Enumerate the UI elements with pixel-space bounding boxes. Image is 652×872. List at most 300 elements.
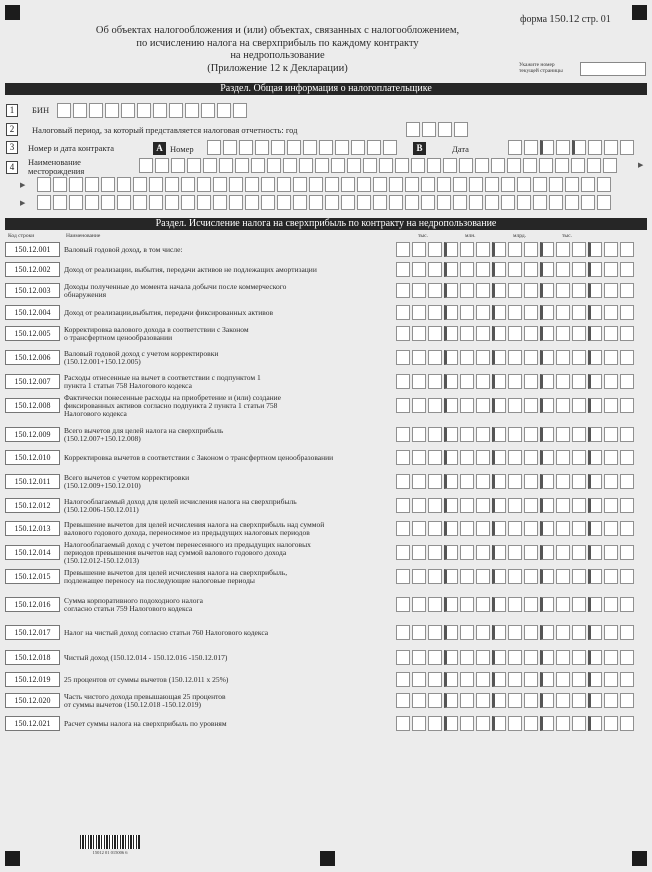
input-cell[interactable] bbox=[540, 693, 554, 708]
input-cell[interactable] bbox=[421, 195, 435, 210]
input-cell[interactable] bbox=[460, 450, 474, 465]
input-cell[interactable] bbox=[588, 672, 602, 687]
input-cell[interactable] bbox=[412, 569, 426, 584]
input-cell[interactable] bbox=[444, 427, 458, 442]
input-cell[interactable] bbox=[620, 569, 634, 584]
input-cell[interactable] bbox=[325, 177, 339, 192]
input-cell[interactable] bbox=[620, 283, 634, 298]
input-cell[interactable] bbox=[460, 650, 474, 665]
input-cell[interactable] bbox=[476, 398, 490, 413]
input-cell[interactable] bbox=[604, 693, 618, 708]
input-cell[interactable] bbox=[572, 569, 586, 584]
input-cell[interactable] bbox=[492, 672, 506, 687]
input-cell[interactable] bbox=[540, 427, 554, 442]
input-cell[interactable] bbox=[181, 195, 195, 210]
amount-input-cells[interactable] bbox=[396, 672, 634, 687]
input-cell[interactable] bbox=[428, 427, 442, 442]
input-cell[interactable] bbox=[444, 625, 458, 640]
input-cell[interactable] bbox=[428, 283, 442, 298]
input-cell[interactable] bbox=[540, 398, 554, 413]
input-cell[interactable] bbox=[556, 283, 570, 298]
input-cell[interactable] bbox=[444, 474, 458, 489]
input-cell[interactable] bbox=[476, 597, 490, 612]
input-cell[interactable] bbox=[476, 672, 490, 687]
input-cell[interactable] bbox=[533, 195, 547, 210]
input-cell[interactable] bbox=[524, 693, 538, 708]
input-cell[interactable] bbox=[556, 716, 570, 731]
input-cell[interactable] bbox=[412, 474, 426, 489]
input-cell[interactable] bbox=[540, 498, 554, 513]
input-cell[interactable] bbox=[508, 350, 522, 365]
input-cell[interactable] bbox=[460, 262, 474, 277]
input-cell[interactable] bbox=[588, 597, 602, 612]
input-cell[interactable] bbox=[620, 625, 634, 640]
input-cell[interactable] bbox=[524, 650, 538, 665]
input-cell[interactable] bbox=[588, 283, 602, 298]
input-cell[interactable] bbox=[581, 195, 595, 210]
input-cell[interactable] bbox=[524, 498, 538, 513]
input-cell[interactable] bbox=[620, 398, 634, 413]
input-cell[interactable] bbox=[396, 262, 410, 277]
input-cell[interactable] bbox=[476, 283, 490, 298]
input-cell[interactable] bbox=[540, 716, 554, 731]
input-cell[interactable] bbox=[428, 350, 442, 365]
amount-input-cells[interactable] bbox=[396, 597, 634, 612]
input-cell[interactable] bbox=[620, 374, 634, 389]
input-cell[interactable] bbox=[492, 650, 506, 665]
input-cell[interactable] bbox=[588, 569, 602, 584]
input-cell[interactable] bbox=[169, 103, 183, 118]
input-cell[interactable] bbox=[469, 195, 483, 210]
input-cell[interactable] bbox=[341, 177, 355, 192]
input-cell[interactable] bbox=[572, 283, 586, 298]
input-cell[interactable] bbox=[444, 242, 458, 257]
input-cell[interactable] bbox=[556, 474, 570, 489]
input-cell[interactable] bbox=[556, 305, 570, 320]
input-cell[interactable] bbox=[604, 625, 618, 640]
input-cell[interactable] bbox=[460, 716, 474, 731]
amount-input-cells[interactable] bbox=[396, 569, 634, 584]
input-cell[interactable] bbox=[213, 177, 227, 192]
input-cell[interactable] bbox=[549, 195, 563, 210]
input-cell[interactable] bbox=[620, 305, 634, 320]
input-cell[interactable] bbox=[412, 374, 426, 389]
input-cell[interactable] bbox=[508, 521, 522, 536]
input-cell[interactable] bbox=[524, 450, 538, 465]
input-cell[interactable] bbox=[604, 498, 618, 513]
input-cell[interactable] bbox=[69, 195, 83, 210]
input-cell[interactable] bbox=[460, 521, 474, 536]
input-cell[interactable] bbox=[588, 242, 602, 257]
input-cell[interactable] bbox=[444, 498, 458, 513]
input-cell[interactable] bbox=[572, 262, 586, 277]
input-cell[interactable] bbox=[261, 195, 275, 210]
input-cell[interactable] bbox=[412, 597, 426, 612]
input-cell[interactable] bbox=[604, 716, 618, 731]
input-cell[interactable] bbox=[540, 374, 554, 389]
input-cell[interactable] bbox=[207, 140, 221, 155]
input-cell[interactable] bbox=[412, 398, 426, 413]
input-cell[interactable] bbox=[540, 597, 554, 612]
input-cell[interactable] bbox=[396, 374, 410, 389]
input-cell[interactable] bbox=[357, 195, 371, 210]
input-cell[interactable] bbox=[492, 427, 506, 442]
input-cell[interactable] bbox=[501, 177, 515, 192]
input-cell[interactable] bbox=[492, 545, 506, 560]
input-cell[interactable] bbox=[588, 545, 602, 560]
amount-input-cells[interactable] bbox=[396, 427, 634, 442]
input-cell[interactable] bbox=[540, 450, 554, 465]
input-cell[interactable] bbox=[540, 305, 554, 320]
input-cell[interactable] bbox=[460, 374, 474, 389]
input-cell[interactable] bbox=[556, 672, 570, 687]
input-cell[interactable] bbox=[492, 625, 506, 640]
input-cell[interactable] bbox=[620, 450, 634, 465]
input-cell[interactable] bbox=[460, 545, 474, 560]
input-cell[interactable] bbox=[428, 521, 442, 536]
input-cell[interactable] bbox=[620, 672, 634, 687]
input-cell[interactable] bbox=[37, 177, 51, 192]
amount-input-cells[interactable] bbox=[396, 374, 634, 389]
input-cell[interactable] bbox=[603, 158, 617, 173]
amount-input-cells[interactable] bbox=[396, 693, 634, 708]
input-cell[interactable] bbox=[213, 195, 227, 210]
input-cell[interactable] bbox=[539, 158, 553, 173]
input-cell[interactable] bbox=[492, 242, 506, 257]
input-cell[interactable] bbox=[299, 158, 313, 173]
input-cell[interactable] bbox=[459, 158, 473, 173]
input-cell[interactable] bbox=[396, 326, 410, 341]
input-cell[interactable] bbox=[444, 262, 458, 277]
input-cell[interactable] bbox=[572, 305, 586, 320]
input-cell[interactable] bbox=[588, 450, 602, 465]
input-cell[interactable] bbox=[604, 521, 618, 536]
input-cell[interactable] bbox=[315, 158, 329, 173]
input-cell[interactable] bbox=[171, 158, 185, 173]
input-cell[interactable] bbox=[185, 103, 199, 118]
input-cell[interactable] bbox=[540, 350, 554, 365]
input-cell[interactable] bbox=[620, 693, 634, 708]
input-cell[interactable] bbox=[485, 177, 499, 192]
input-cell[interactable] bbox=[411, 158, 425, 173]
input-cell[interactable] bbox=[396, 350, 410, 365]
input-cell[interactable] bbox=[540, 545, 554, 560]
input-cell[interactable] bbox=[444, 283, 458, 298]
input-cell[interactable] bbox=[412, 625, 426, 640]
input-cell[interactable] bbox=[556, 398, 570, 413]
input-cell[interactable] bbox=[572, 140, 586, 155]
input-cell[interactable] bbox=[133, 195, 147, 210]
input-cell[interactable] bbox=[412, 521, 426, 536]
input-cell[interactable] bbox=[469, 177, 483, 192]
input-cell[interactable] bbox=[540, 326, 554, 341]
input-cell[interactable] bbox=[347, 158, 361, 173]
input-cell[interactable] bbox=[255, 140, 269, 155]
input-cell[interactable] bbox=[219, 158, 233, 173]
input-cell[interactable] bbox=[508, 305, 522, 320]
input-cell[interactable] bbox=[412, 672, 426, 687]
input-cell[interactable] bbox=[277, 195, 291, 210]
input-cell[interactable] bbox=[492, 283, 506, 298]
input-cell[interactable] bbox=[604, 242, 618, 257]
input-cell[interactable] bbox=[492, 716, 506, 731]
input-cell[interactable] bbox=[428, 242, 442, 257]
input-cell[interactable] bbox=[155, 158, 169, 173]
input-cell[interactable] bbox=[165, 195, 179, 210]
input-cell[interactable] bbox=[587, 158, 601, 173]
input-cell[interactable] bbox=[523, 158, 537, 173]
input-cell[interactable] bbox=[604, 305, 618, 320]
input-cell[interactable] bbox=[508, 450, 522, 465]
contract-date-cells[interactable] bbox=[508, 140, 634, 155]
input-cell[interactable] bbox=[373, 177, 387, 192]
input-cell[interactable] bbox=[620, 242, 634, 257]
input-cell[interactable] bbox=[319, 140, 333, 155]
input-cell[interactable] bbox=[556, 450, 570, 465]
input-cell[interactable] bbox=[235, 158, 249, 173]
input-cell[interactable] bbox=[524, 283, 538, 298]
input-cell[interactable] bbox=[460, 326, 474, 341]
input-cell[interactable] bbox=[620, 650, 634, 665]
input-cell[interactable] bbox=[460, 672, 474, 687]
input-cell[interactable] bbox=[117, 195, 131, 210]
field-name-cells-line-3[interactable] bbox=[37, 195, 611, 210]
input-cell[interactable] bbox=[476, 521, 490, 536]
amount-input-cells[interactable] bbox=[396, 305, 634, 320]
input-cell[interactable] bbox=[556, 569, 570, 584]
input-cell[interactable] bbox=[396, 716, 410, 731]
input-cell[interactable] bbox=[604, 374, 618, 389]
input-cell[interactable] bbox=[53, 177, 67, 192]
input-cell[interactable] bbox=[556, 693, 570, 708]
input-cell[interactable] bbox=[492, 398, 506, 413]
input-cell[interactable] bbox=[460, 283, 474, 298]
input-cell[interactable] bbox=[406, 122, 420, 137]
input-cell[interactable] bbox=[396, 398, 410, 413]
input-cell[interactable] bbox=[428, 650, 442, 665]
input-cell[interactable] bbox=[524, 716, 538, 731]
input-cell[interactable] bbox=[556, 326, 570, 341]
input-cell[interactable] bbox=[444, 569, 458, 584]
input-cell[interactable] bbox=[540, 242, 554, 257]
input-cell[interactable] bbox=[229, 177, 243, 192]
input-cell[interactable] bbox=[604, 262, 618, 277]
input-cell[interactable] bbox=[556, 625, 570, 640]
field-name-cells-line-1[interactable] bbox=[139, 158, 617, 173]
input-cell[interactable] bbox=[604, 350, 618, 365]
tax-year-input-cells[interactable] bbox=[406, 122, 468, 137]
input-cell[interactable] bbox=[572, 450, 586, 465]
input-cell[interactable] bbox=[604, 140, 618, 155]
amount-input-cells[interactable] bbox=[396, 521, 634, 536]
input-cell[interactable] bbox=[460, 242, 474, 257]
input-cell[interactable] bbox=[524, 625, 538, 640]
input-cell[interactable] bbox=[261, 177, 275, 192]
input-cell[interactable] bbox=[540, 262, 554, 277]
input-cell[interactable] bbox=[588, 374, 602, 389]
input-cell[interactable] bbox=[428, 716, 442, 731]
input-cell[interactable] bbox=[367, 140, 381, 155]
input-cell[interactable] bbox=[389, 177, 403, 192]
input-cell[interactable] bbox=[556, 650, 570, 665]
input-cell[interactable] bbox=[572, 398, 586, 413]
input-cell[interactable] bbox=[620, 427, 634, 442]
input-cell[interactable] bbox=[396, 672, 410, 687]
input-cell[interactable] bbox=[572, 693, 586, 708]
input-cell[interactable] bbox=[508, 625, 522, 640]
input-cell[interactable] bbox=[572, 474, 586, 489]
input-cell[interactable] bbox=[492, 262, 506, 277]
input-cell[interactable] bbox=[524, 427, 538, 442]
input-cell[interactable] bbox=[357, 177, 371, 192]
input-cell[interactable] bbox=[540, 140, 554, 155]
input-cell[interactable] bbox=[620, 597, 634, 612]
input-cell[interactable] bbox=[197, 177, 211, 192]
input-cell[interactable] bbox=[460, 305, 474, 320]
input-cell[interactable] bbox=[476, 716, 490, 731]
input-cell[interactable] bbox=[57, 103, 71, 118]
input-cell[interactable] bbox=[549, 177, 563, 192]
input-cell[interactable] bbox=[597, 195, 611, 210]
input-cell[interactable] bbox=[620, 545, 634, 560]
contract-number-cells[interactable] bbox=[207, 140, 397, 155]
input-cell[interactable] bbox=[492, 374, 506, 389]
amount-input-cells[interactable] bbox=[396, 650, 634, 665]
input-cell[interactable] bbox=[293, 177, 307, 192]
input-cell[interactable] bbox=[556, 242, 570, 257]
input-cell[interactable] bbox=[492, 305, 506, 320]
input-cell[interactable] bbox=[556, 521, 570, 536]
input-cell[interactable] bbox=[588, 140, 602, 155]
input-cell[interactable] bbox=[309, 177, 323, 192]
input-cell[interactable] bbox=[556, 498, 570, 513]
input-cell[interactable] bbox=[524, 350, 538, 365]
input-cell[interactable] bbox=[229, 195, 243, 210]
input-cell[interactable] bbox=[217, 103, 231, 118]
input-cell[interactable] bbox=[476, 242, 490, 257]
input-cell[interactable] bbox=[89, 103, 103, 118]
input-cell[interactable] bbox=[476, 262, 490, 277]
input-cell[interactable] bbox=[137, 103, 151, 118]
input-cell[interactable] bbox=[460, 569, 474, 584]
input-cell[interactable] bbox=[476, 625, 490, 640]
input-cell[interactable] bbox=[405, 177, 419, 192]
input-cell[interactable] bbox=[85, 195, 99, 210]
input-cell[interactable] bbox=[283, 158, 297, 173]
input-cell[interactable] bbox=[588, 305, 602, 320]
input-cell[interactable] bbox=[396, 650, 410, 665]
input-cell[interactable] bbox=[565, 177, 579, 192]
amount-input-cells[interactable] bbox=[396, 545, 634, 560]
input-cell[interactable] bbox=[604, 597, 618, 612]
input-cell[interactable] bbox=[421, 177, 435, 192]
input-cell[interactable] bbox=[508, 283, 522, 298]
amount-input-cells[interactable] bbox=[396, 450, 634, 465]
input-cell[interactable] bbox=[492, 569, 506, 584]
input-cell[interactable] bbox=[153, 103, 167, 118]
input-cell[interactable] bbox=[572, 427, 586, 442]
input-cell[interactable] bbox=[444, 398, 458, 413]
input-cell[interactable] bbox=[277, 177, 291, 192]
input-cell[interactable] bbox=[476, 305, 490, 320]
input-cell[interactable] bbox=[412, 545, 426, 560]
input-cell[interactable] bbox=[444, 650, 458, 665]
input-cell[interactable] bbox=[267, 158, 281, 173]
input-cell[interactable] bbox=[428, 450, 442, 465]
input-cell[interactable] bbox=[556, 597, 570, 612]
input-cell[interactable] bbox=[223, 140, 237, 155]
input-cell[interactable] bbox=[524, 474, 538, 489]
input-cell[interactable] bbox=[203, 158, 217, 173]
input-cell[interactable] bbox=[233, 103, 247, 118]
input-cell[interactable] bbox=[588, 521, 602, 536]
input-cell[interactable] bbox=[149, 177, 163, 192]
input-cell[interactable] bbox=[389, 195, 403, 210]
input-cell[interactable] bbox=[508, 374, 522, 389]
input-cell[interactable] bbox=[485, 195, 499, 210]
input-cell[interactable] bbox=[475, 158, 489, 173]
input-cell[interactable] bbox=[524, 597, 538, 612]
input-cell[interactable] bbox=[508, 474, 522, 489]
input-cell[interactable] bbox=[53, 195, 67, 210]
input-cell[interactable] bbox=[396, 427, 410, 442]
amount-input-cells[interactable] bbox=[396, 283, 634, 298]
input-cell[interactable] bbox=[341, 195, 355, 210]
input-cell[interactable] bbox=[604, 650, 618, 665]
input-cell[interactable] bbox=[383, 140, 397, 155]
input-cell[interactable] bbox=[453, 195, 467, 210]
input-cell[interactable] bbox=[412, 716, 426, 731]
input-cell[interactable] bbox=[271, 140, 285, 155]
input-cell[interactable] bbox=[508, 140, 522, 155]
input-cell[interactable] bbox=[604, 450, 618, 465]
input-cell[interactable] bbox=[492, 693, 506, 708]
input-cell[interactable] bbox=[245, 195, 259, 210]
input-cell[interactable] bbox=[604, 398, 618, 413]
input-cell[interactable] bbox=[604, 326, 618, 341]
input-cell[interactable] bbox=[572, 242, 586, 257]
input-cell[interactable] bbox=[572, 521, 586, 536]
input-cell[interactable] bbox=[460, 625, 474, 640]
input-cell[interactable] bbox=[412, 450, 426, 465]
input-cell[interactable] bbox=[540, 672, 554, 687]
input-cell[interactable] bbox=[444, 450, 458, 465]
input-cell[interactable] bbox=[201, 103, 215, 118]
input-cell[interactable] bbox=[492, 474, 506, 489]
input-cell[interactable] bbox=[572, 326, 586, 341]
input-cell[interactable] bbox=[556, 262, 570, 277]
input-cell[interactable] bbox=[620, 140, 634, 155]
input-cell[interactable] bbox=[287, 140, 301, 155]
input-cell[interactable] bbox=[453, 177, 467, 192]
input-cell[interactable] bbox=[460, 498, 474, 513]
input-cell[interactable] bbox=[604, 474, 618, 489]
input-cell[interactable] bbox=[540, 625, 554, 640]
input-cell[interactable] bbox=[245, 177, 259, 192]
input-cell[interactable] bbox=[428, 262, 442, 277]
input-cell[interactable] bbox=[444, 521, 458, 536]
amount-input-cells[interactable] bbox=[396, 242, 634, 257]
amount-input-cells[interactable] bbox=[396, 350, 634, 365]
input-cell[interactable] bbox=[396, 545, 410, 560]
input-cell[interactable] bbox=[454, 122, 468, 137]
input-cell[interactable] bbox=[412, 262, 426, 277]
input-cell[interactable] bbox=[181, 177, 195, 192]
amount-input-cells[interactable] bbox=[396, 326, 634, 341]
input-cell[interactable] bbox=[105, 103, 119, 118]
field-name-cells-line-2[interactable] bbox=[37, 177, 611, 192]
input-cell[interactable] bbox=[524, 521, 538, 536]
